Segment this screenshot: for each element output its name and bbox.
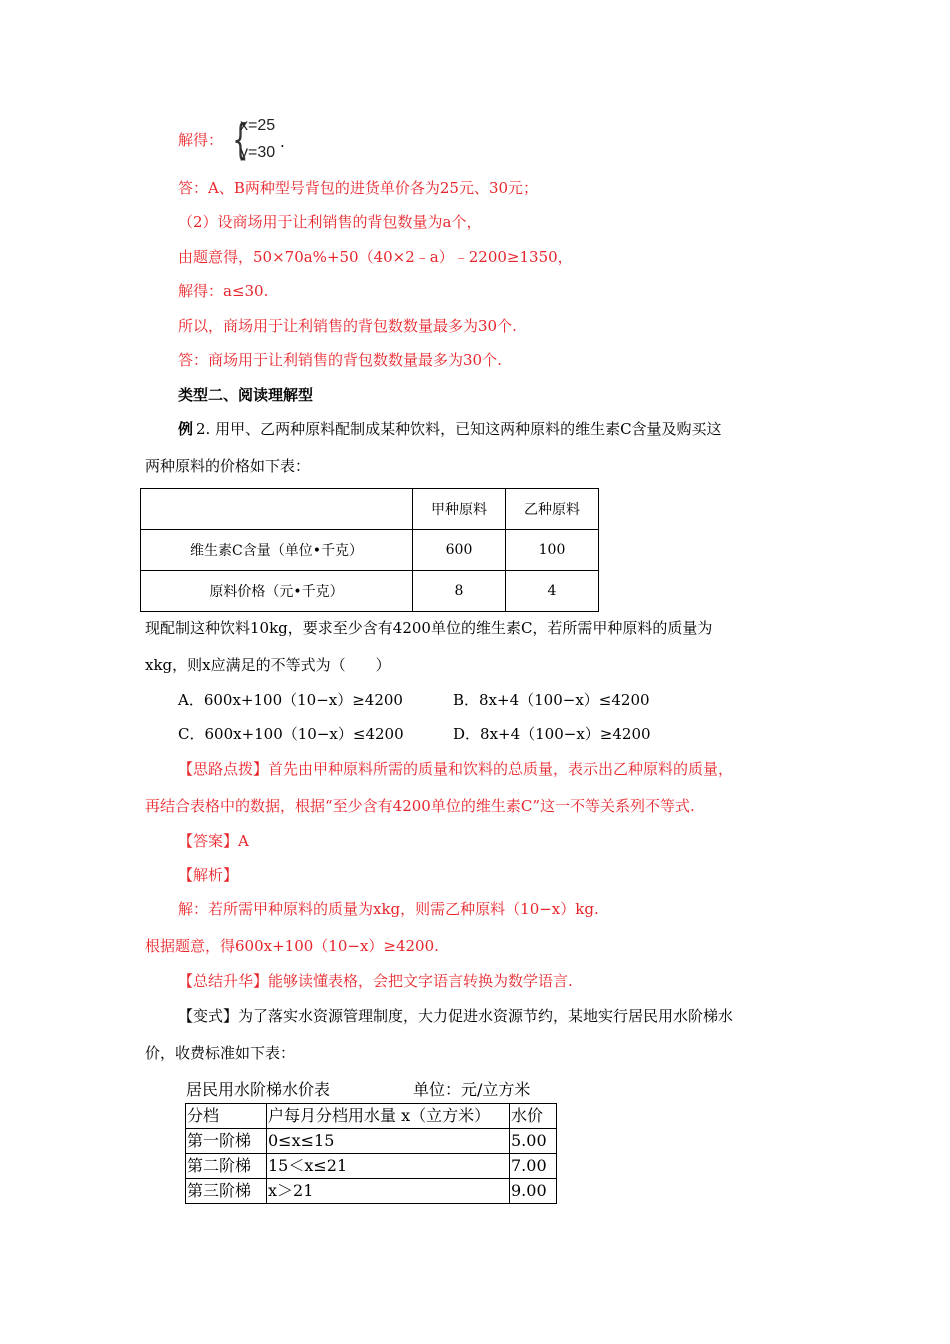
water-price-table: [185, 1103, 557, 1204]
option-c: C．600x+100（10−x）≤4200: [178, 725, 404, 743]
ingredients-table: [140, 488, 599, 612]
table-header-row: 甲种原料 乙种原料: [141, 489, 599, 530]
solution-label: 解得：: [178, 131, 224, 149]
answer-line-2: 答：商场用于让利销售的背包数数量最多为30个.: [178, 351, 502, 369]
table-row: 第二阶梯 15＜x≤21 7.00: [186, 1154, 557, 1179]
analysis-line-1: 解：若所需甲种原料的质量为xkg，则需乙种原料（10−x）kg.: [178, 900, 599, 918]
equation-line: 由题意得，50×70a%+50（40×2﹣a）﹣2200≥1350，: [178, 248, 573, 266]
answer-line-1: 答：A、B两种型号背包的进货单价各为25元、30元；: [178, 179, 539, 197]
example-label: 例: [178, 420, 194, 438]
equation-y: y=30: [240, 144, 276, 161]
water-table-unit: 单位：元/立方米: [413, 1080, 531, 1099]
table-row: 第一阶梯 0≤x≤15 5.00: [186, 1129, 557, 1154]
table-row: 第三阶梯 x＞21 9.00: [186, 1179, 557, 1204]
table-row: 原料价格（元•千克） 8 4: [141, 571, 599, 612]
equation-x: x=25: [240, 117, 276, 134]
analysis-label: 【解析】: [178, 866, 239, 884]
table-row: 维生素C含量（单位•千克） 600 100: [141, 530, 599, 571]
answer-label: 【答案】A: [178, 832, 249, 850]
variant-line-2: 价，收费标准如下表：: [145, 1044, 296, 1062]
part2-line: （2）设商场用于让利销售的背包数量为a个，: [178, 213, 482, 231]
variant-line-1: 【变式】为了落实水资源管理制度，大力促进水资源节约，某地实行居民用水阶梯水: [178, 1007, 734, 1025]
hint-line-2: 再结合表格中的数据，根据“至少含有4200单位的维生素C”这一不等关系列不等式.: [145, 797, 695, 815]
question-line-1: 现配制这种饮料10kg，要求至少含有4200单位的维生素C，若所需甲种原料的质量为: [145, 619, 713, 637]
summary-line: 【总结升华】能够读懂表格，会把文字语言转换为数学语言.: [178, 972, 573, 990]
question-line-2: xkg，则x应满足的不等式为（ ）: [145, 656, 391, 674]
solution-line: 解得：a≤30.: [178, 282, 269, 300]
option-b: B．8x+4（100−x）≤4200: [453, 691, 650, 709]
brace-icon: {: [232, 115, 249, 164]
table-header-row: 分档 户每月分档用水量 x（立方米） 水价: [186, 1104, 557, 1129]
example-text-2: 两种原料的价格如下表：: [145, 457, 311, 475]
analysis-line-2: 根据题意，得600x+100（10−x）≥4200.: [145, 937, 439, 955]
hint-line-1: 【思路点拨】首先由甲种原料所需的质量和饮料的总质量，表示出乙种原料的质量，: [178, 760, 734, 778]
water-table-title: 居民用水阶梯水价表: [186, 1080, 331, 1099]
section-heading: 类型二、阅读理解型: [178, 386, 314, 404]
option-a: A．600x+100（10−x）≥4200: [178, 691, 403, 709]
example-text: 2. 用甲、乙两种原料配制成某种饮料，已知这两种原料的维生素C含量及购买这: [196, 420, 722, 438]
equation-end: .: [280, 133, 285, 151]
conclusion-line: 所以，商场用于让利销售的背包数数量最多为30个.: [178, 317, 517, 335]
option-d: D．8x+4（100−x）≥4200: [453, 725, 651, 743]
